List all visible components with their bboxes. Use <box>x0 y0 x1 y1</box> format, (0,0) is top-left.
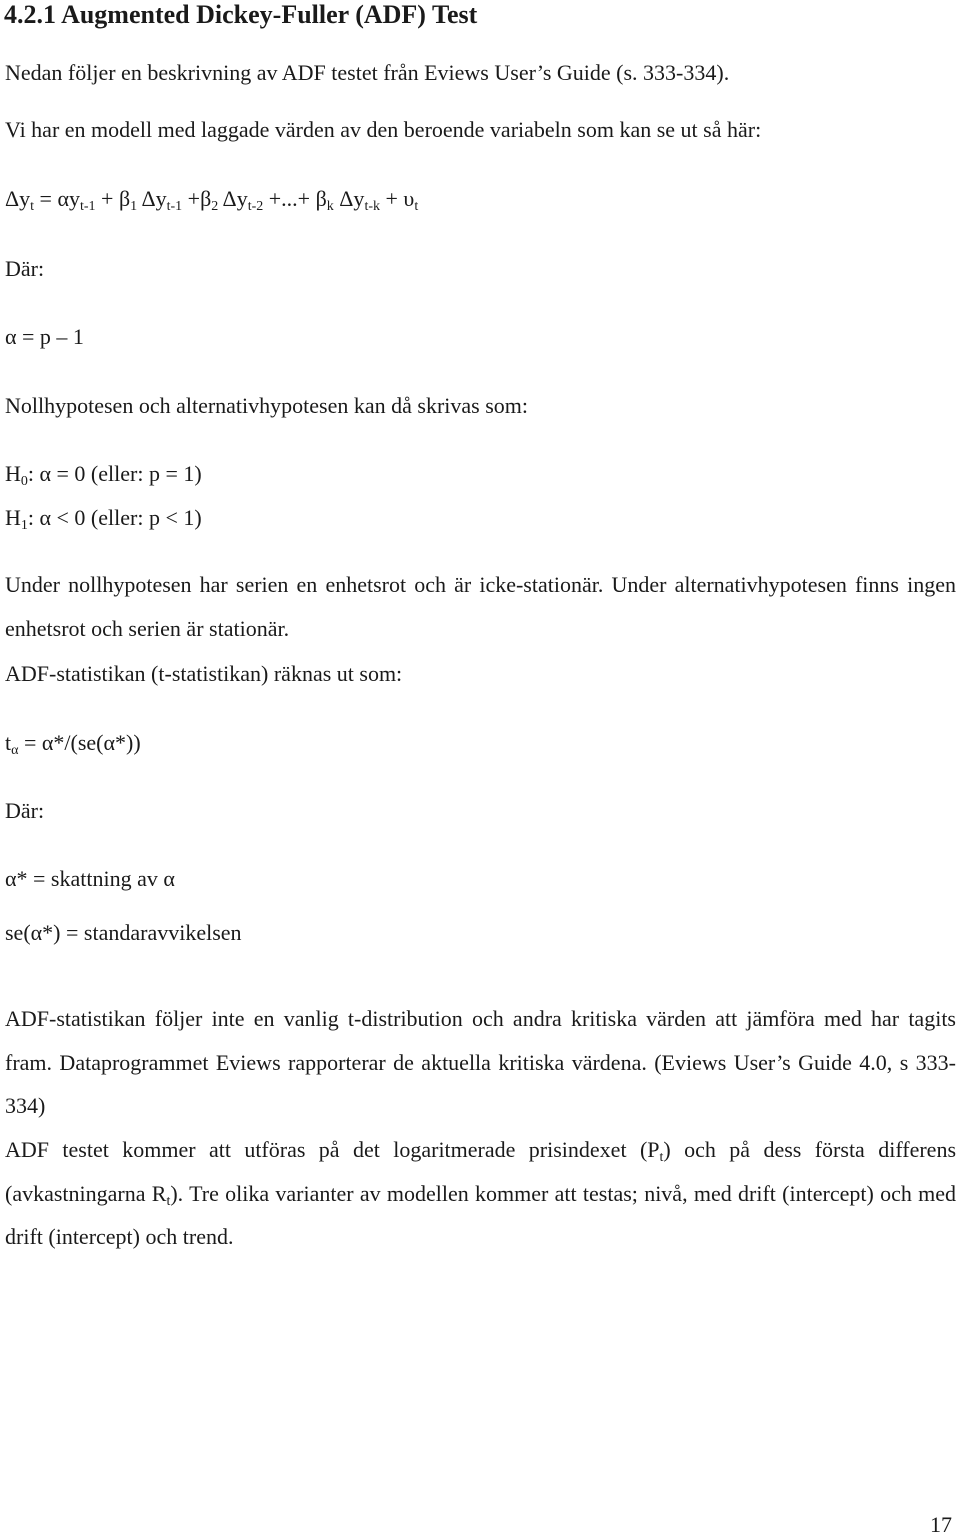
intro-line-1: Nedan följer en beskrivning av ADF testet från Eviews User’s Guide (s. 333-334). <box>5 60 730 85</box>
where-label-1: Där: <box>5 256 45 281</box>
alpha-definition: α = p – 1 <box>5 324 84 349</box>
section-heading: 4.2.1 Augmented Dickey-Fuller (ADF) Test <box>4 0 478 29</box>
alpha-star-definition: α* = skattning av α <box>5 866 175 891</box>
t-statistic-formula: $t_\alpha = \alpha*/(se(\alpha*))$ <box>5 730 141 758</box>
adf-test-plan-paragraph: ADF testet kommer att utföras på det logaritmerade prisindexet $(P_t)$ och på dess första differens (avkastningarna $R_t$). Tre olika varianter av modellen kommer att testas; nivå, med drift (intercept) och med drift (intercept) och trend. <box>5 1137 957 1249</box>
adf-statistic-intro: ADF-statistikan (t-statistikan) räknas ut som: <box>5 661 403 686</box>
null-hypothesis: $H_0$: α = 0 (eller: p = 1) <box>5 461 202 489</box>
where-label-2: Där: <box>5 798 45 823</box>
adf-equation: $\Delta y_t = \alpha y_{t-1} + \beta_1$ $\Delta y_{t-1} +\beta_2$ $\Delta y_{t-2}$ +...+ $\beta_k$ $\Delta y_{t-k} + \upsilon_t$ <box>5 186 419 214</box>
standard-error-definition: se(α*) = standaravvikelsen <box>5 920 242 945</box>
alternative-hypothesis: $H_1$: α < 0 (eller: p < 1) <box>5 505 202 533</box>
adf-distribution-paragraph: ADF-statistikan följer inte en vanlig t-distribution och andra kritiska värden att jämföra med har tagits fram. Dataprogrammet Eviews rapporterar de aktuella kritiska värdena. (Eviews User’s Guide 4.0, s 333-334) <box>5 1006 956 1118</box>
unit-root-paragraph: Under nollhypotesen har serien en enhetsrot och är icke-stationär. Under alternativhypotesen finns ingen enhetsrot och serien är stationär. <box>5 572 956 641</box>
page-number: 17 <box>930 1512 952 1537</box>
intro-line-2: Vi har en modell med laggade värden av den beroende variabeln som kan se ut så här: <box>5 117 762 142</box>
hypothesis-intro: Nollhypotesen och alternativhypotesen kan då skrivas som: <box>5 393 528 418</box>
